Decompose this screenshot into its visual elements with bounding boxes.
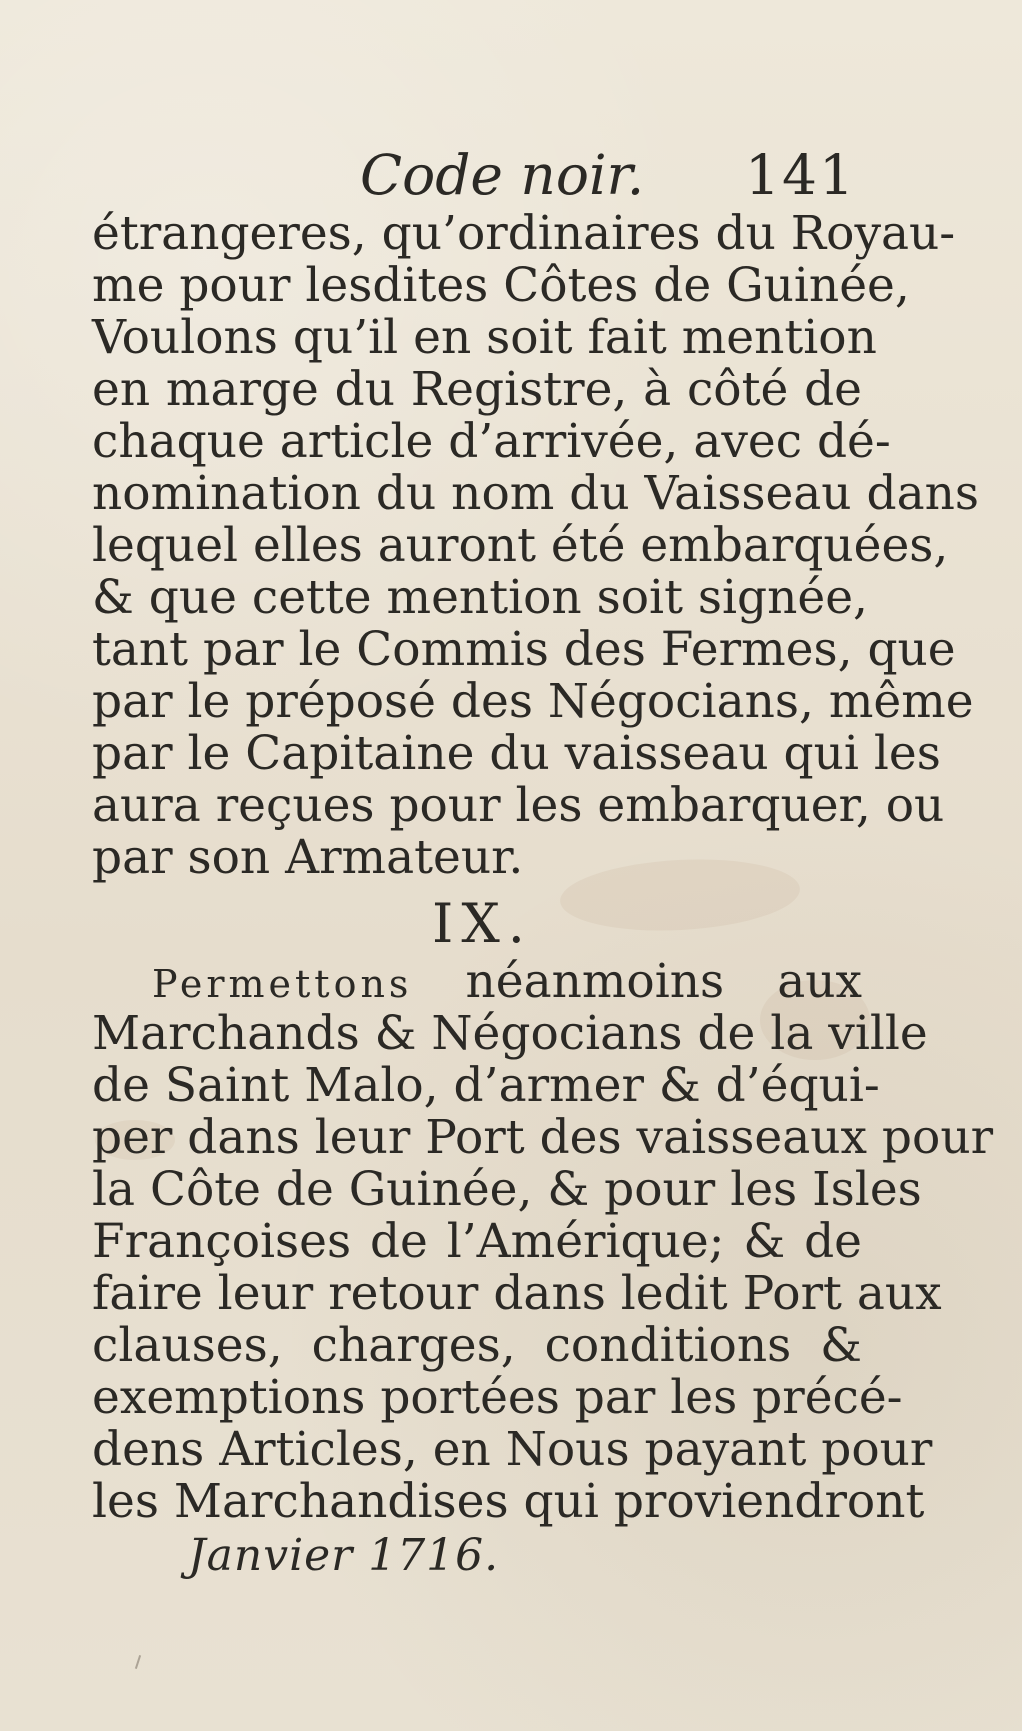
body-text-section-1 bbox=[92, 206, 980, 885]
ink-mark bbox=[135, 1655, 141, 1669]
text-line: aura reçues pour les embarquer, ou bbox=[92, 778, 945, 833]
text-line: par son Armateur. bbox=[92, 830, 524, 885]
body-text-section-2 bbox=[92, 954, 994, 1529]
text-line: Françoises de l’Amérique; & de bbox=[92, 1214, 862, 1269]
text-line: clauses, charges, conditions & bbox=[92, 1318, 862, 1373]
text-line: chaque article d’arrivée, avec dé- bbox=[92, 414, 891, 469]
text-line: per dans leur Port des vaisseaux pour bbox=[92, 1110, 994, 1165]
text-line: nomination du nom du Vaisseau dans bbox=[92, 466, 980, 521]
text-line: Voulons qu’il en soit fait mention bbox=[92, 310, 877, 365]
running-head: Code noir. bbox=[360, 143, 645, 207]
first-line-rest: néanmoins aux bbox=[412, 954, 862, 1009]
text-line: & que cette mention soit signée, bbox=[92, 570, 868, 625]
text-line: les Marchandises qui proviendront bbox=[92, 1474, 925, 1529]
text-line: me pour lesdites Côtes de Guinée, bbox=[92, 258, 910, 313]
text-line: Marchands & Négocians de la ville bbox=[92, 1006, 928, 1061]
text-line: faire leur retour dans ledit Port aux bbox=[92, 1266, 942, 1321]
text-line: de Saint Malo, d’armer & d’équi- bbox=[92, 1058, 880, 1113]
text-line: étrangeres, qu’ordinaires du Royau- bbox=[92, 206, 956, 261]
text-line: en marge du Registre, à côté de bbox=[92, 362, 862, 417]
text-line: la Côte de Guinée, & pour les Isles bbox=[92, 1162, 922, 1217]
text-line: exemptions portées par les précé- bbox=[92, 1370, 903, 1425]
text-line-first bbox=[92, 956, 862, 1008]
catchword: Janvier 1716. bbox=[188, 1530, 500, 1581]
article-number: IX. bbox=[432, 892, 533, 955]
text-line: lequel elles auront été embarquées, bbox=[92, 518, 949, 573]
opening-word: Permettons bbox=[152, 962, 413, 1006]
text-line: par le préposé des Négocians, même bbox=[92, 674, 974, 729]
page-header bbox=[0, 140, 1022, 210]
text-line: tant par le Commis des Fermes, que bbox=[92, 622, 956, 677]
text-line: dens Articles, en Nous payant pour bbox=[92, 1422, 933, 1477]
text-line: par le Capitaine du vaisseau qui les bbox=[92, 726, 941, 781]
page-number: 141 bbox=[745, 143, 856, 207]
